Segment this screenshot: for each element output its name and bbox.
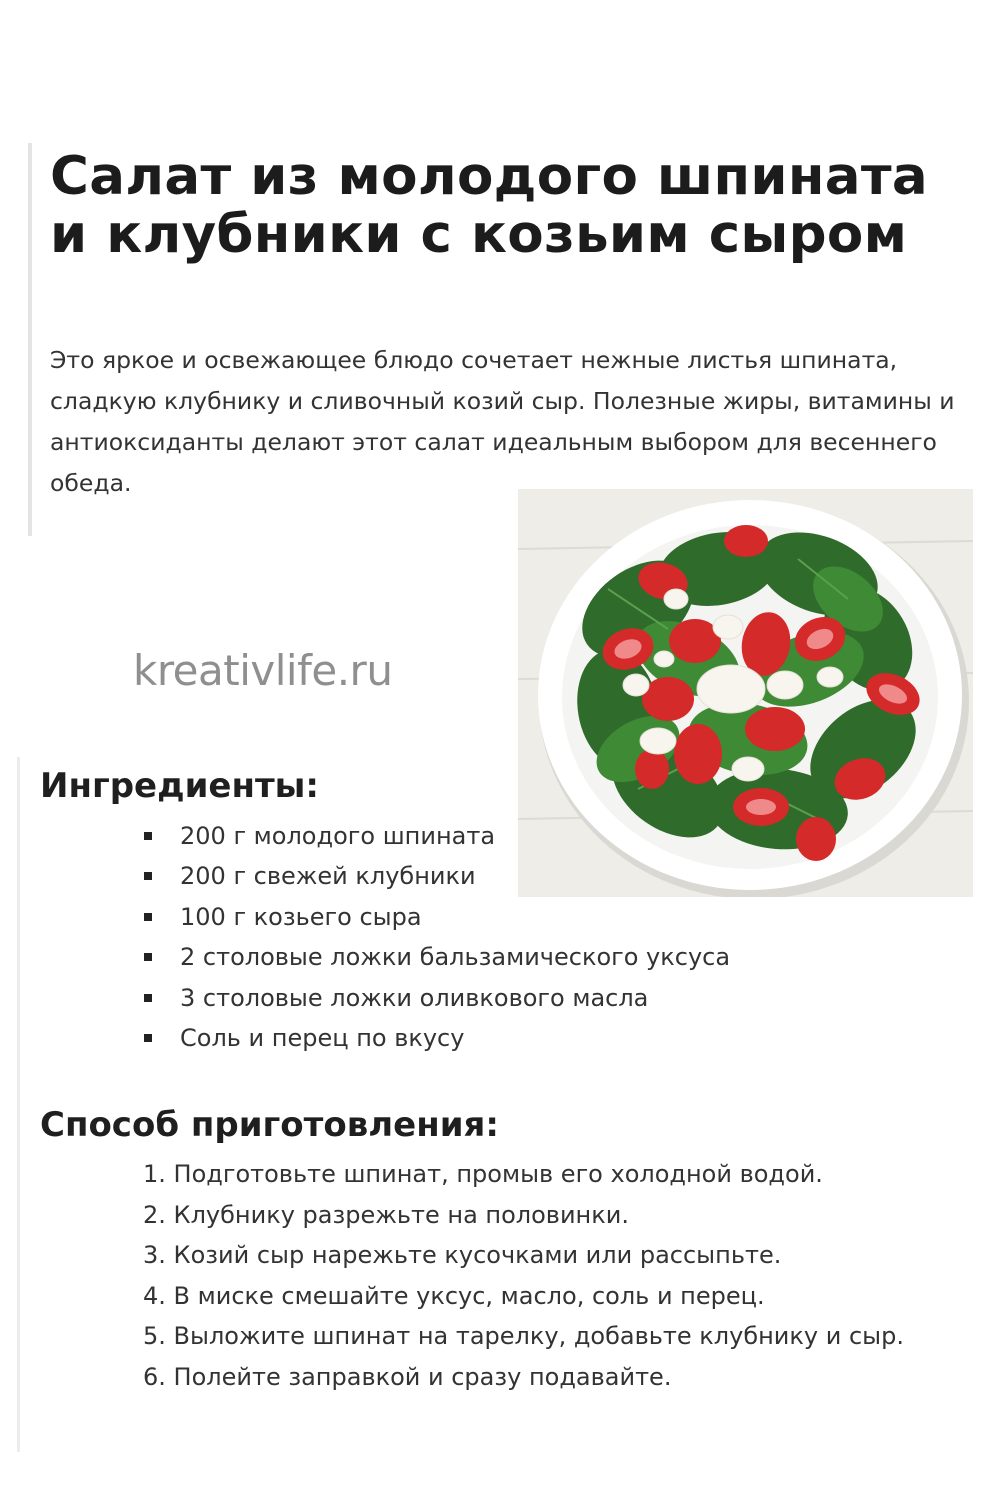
bullet-icon (144, 832, 152, 840)
intro-left-rule (28, 143, 32, 536)
bullet-icon (144, 994, 152, 1002)
ingredient-item (140, 1018, 730, 1058)
method-step: 2. Клубнику разрежьте на половинки. (143, 1200, 629, 1229)
bullet-icon (144, 1034, 152, 1042)
site-watermark: kreativlife.ru (133, 646, 393, 695)
ingredient-item (140, 937, 730, 977)
method-step: 4. В миске смешайте уксус, масло, соль и перец. (143, 1281, 765, 1310)
ingredient-item (140, 816, 730, 856)
ingredient-item (140, 856, 730, 896)
content-left-rule (17, 757, 20, 1452)
method-step: 5. Выложите шпинат на тарелку, добавьте клубнику и сыр. (143, 1322, 904, 1350)
ingredient-text: 200 г молодого шпината (180, 822, 496, 850)
method-step: 1. Подготовьте шпинат, промыв его холодной водой. (143, 1160, 823, 1188)
bullet-icon (144, 953, 152, 961)
ingredient-item (140, 978, 730, 1018)
recipe-title: Салат из молодого шпината и клубники с козьим сыром (50, 146, 928, 265)
ingredient-text: Соль и перец по вкусу (180, 1023, 465, 1052)
recipe-intro: Это яркое и освежающее блюдо сочетает нежные листья шпината, сладкую клубнику и сливочный козий сыр. Полезные жиры, витамины и антиоксиданты делают этот салат идеальным выбором для весеннего обеда. (50, 346, 955, 497)
ingredients-list (140, 816, 730, 1058)
ingredient-item (140, 897, 730, 937)
ingredients-heading: Ингредиенты: (40, 766, 319, 806)
ingredient-text: 2 столовые ложки бальзамического уксуса (180, 943, 731, 972)
method-heading: Способ приготовления: (40, 1105, 499, 1145)
ingredient-text: 100 г козьего сыра (180, 902, 422, 931)
ingredient-text: 200 г свежей клубники (180, 862, 476, 891)
method-step: 6. Полейте заправкой и сразу подавайте. (143, 1362, 672, 1391)
ingredient-text: 3 столовые ложки оливкового масла (180, 983, 649, 1012)
method-step: 3. Козий сыр нарежьте кусочками или рассыпьте. (143, 1241, 782, 1269)
bullet-icon (144, 913, 152, 921)
method-steps-list (143, 1154, 904, 1397)
bullet-icon (144, 872, 152, 880)
